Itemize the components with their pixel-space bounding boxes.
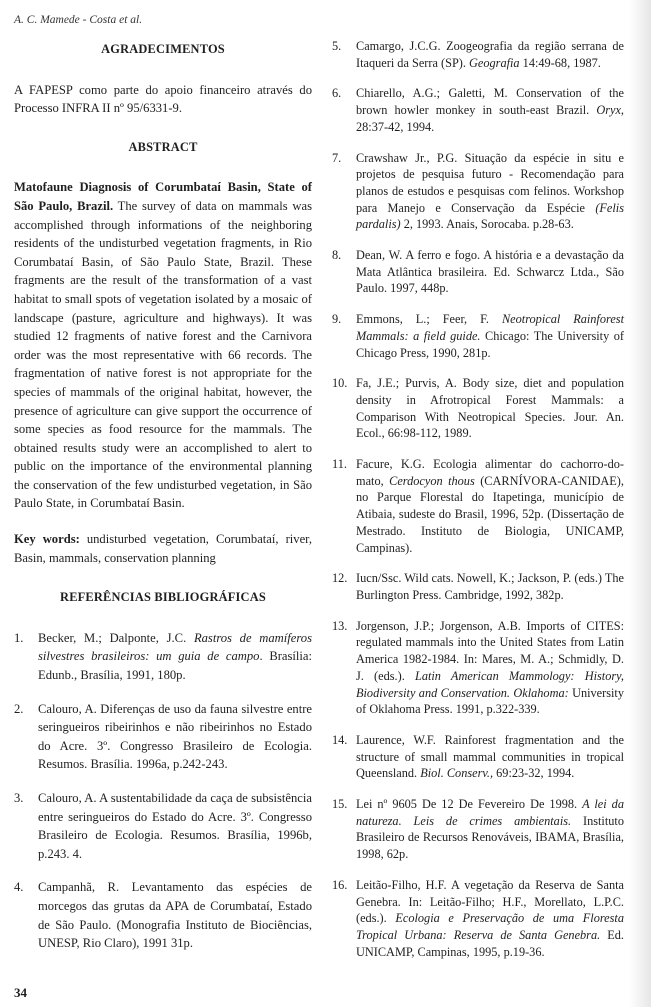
- acknowledgements-heading: AGRADECIMENTOS: [101, 42, 225, 56]
- reference-number: 7.: [332, 150, 342, 165]
- reference-italic: Latin American Mammology: History, Biodiversity and Conservation. Oklahoma:: [356, 668, 624, 700]
- abstract-title: Matofaune Diagnosis of Corumbataí Basin, State of São Paulo, Brazil.: [14, 180, 312, 213]
- reference-text: Iucn/Ssc. Wild cats. Nowell, K.; Jackson, P. (eds.) The Burlington Press. Cambridge, 1992, 382p.: [356, 571, 624, 602]
- reference-item: [332, 796, 624, 863]
- keywords-label: Key words:: [14, 532, 80, 547]
- reference-item: [332, 150, 624, 234]
- reference-italic: (Felis pardalis): [356, 200, 624, 232]
- reference-number: 15.: [332, 797, 348, 812]
- reference-number: 1.: [14, 630, 24, 645]
- reference-text: Emmons, L.; Feer, F.: [356, 312, 502, 327]
- reference-text: Jorgenson, J.P.; Jorgenson, A.B. Imports of CITES: regulated mammals into the United States from Latin America 1982-1984. In: Mares, M. A.; Schmidly, D. J. (eds.).: [356, 618, 624, 683]
- reference-text-end: 2, 1993. Anais, Sorocaba. p.28-63.: [400, 217, 574, 232]
- reference-item: [332, 375, 624, 442]
- reference-item: [332, 732, 624, 782]
- reference-number: 16.: [332, 877, 348, 892]
- reference-text-end: (CARNÍVORA-CANIDAE), no Parque Florestal do Itapetinga, município de Atibaia, sudeste do Brasil, 1996, 52p. (Dissertação de Mestrado. Instituto de Biologia, UNICAMP, Campinas).: [356, 473, 624, 555]
- abstract-paragraph: [14, 178, 312, 513]
- reference-number: 3.: [14, 791, 24, 805]
- reference-text: Chiarello, A.G.; Galetti, M. Conservation of the brown howler monkey in south-east Brazil.: [356, 86, 624, 118]
- reference-italic: Geografia: [469, 55, 520, 70]
- reference-text: Facure, K.G. Ecologia alimentar do cachorro-do-mato,: [356, 457, 624, 488]
- reference-text-end: Ed. UNICAMP, Campinas, 1995, p.19-36.: [356, 927, 624, 959]
- reference-item: [332, 877, 624, 961]
- reference-number: 13.: [332, 618, 348, 633]
- reference-number: 12.: [332, 571, 348, 586]
- running-head: A. C. Mamede - Costa et al.: [14, 14, 143, 26]
- left-column: [14, 40, 312, 968]
- reference-text: Laurence, W.F. Rainforest fragmentation and the structure of small mammal communities in tropical Queensland.: [356, 732, 624, 781]
- reference-text: Crawshaw Jr., P.G. Situação da espécie in situ e projetos de pesquisa futuro - Recomendação para planos de estudos e pesquisas com felinos. Workshop para Manejo e Conservação da Espécie: [356, 150, 624, 215]
- reference-number: 8.: [332, 248, 342, 263]
- abstract-body: The survey of data on mammals was accomplished through informations of the neighboring residents of the undisturbed vegetation fragments, in Rio Corumbataí Basin, of São Paulo State, Brazil. These fragments are the result of the transformation of a vast habitat to small spots of vegetation isolated by a mosaic of landscape (pasture, agriculture and highways). It was studied 12 fragments of native forest and the Carnivora order was the most representative with 66 records. The fragmentation of native forest is not appropriate for the species of mammals of the original habitat, however, the presence of agriculture can give support the occurrence of some species as food resource for the mammals. The obtained results study were an accomplished to alert to public on the importance of the environmental planning the conservation of the few undisturbed vegetation, in São Paulo State, in Corumbataí Basin.: [14, 198, 312, 511]
- reference-italic: A lei da natureza. Leis de crimes ambientais.: [356, 797, 624, 828]
- reference-number: 10.: [332, 376, 348, 391]
- reference-item: [14, 629, 312, 685]
- reference-text-end: Instituto Brasileiro de Recursos Renováveis, IBAMA, Brasília, 1998, 62p.: [356, 813, 624, 862]
- reference-text-end: 69:23-32, 1994.: [493, 766, 575, 781]
- reference-text: Camargo, J.C.G. Zoogeografia da região serrana de Itaqueri da Serra (SP).: [356, 39, 624, 70]
- reference-text-end: Chicago: The University of Chicago Press, 1990, 281p.: [356, 328, 624, 360]
- acknowledgements-body: A FAPESP como parte do apoio financeiro através do Processo INFRA II nº 95/6331-9.: [14, 82, 312, 116]
- reference-item: [332, 311, 624, 361]
- reference-italic: Biol. Conserv.,: [420, 766, 494, 781]
- reference-text: Leitão-Filho, H.F. A vegetação da Reserva de Santa Genebra. In: Leitão-Filho; H.F., Morellato, L.P.C. (eds.).: [356, 877, 624, 926]
- page-number: 34: [14, 985, 27, 1000]
- right-column: [332, 38, 624, 974]
- page-edge-shadow: [629, 0, 651, 1007]
- reference-number: 11.: [332, 457, 347, 472]
- reference-item: [332, 85, 624, 135]
- reference-italic: Oryx,: [596, 103, 624, 118]
- reference-list-left: [14, 629, 312, 953]
- reference-text-end: 14:49-68, 1987.: [519, 55, 601, 70]
- reference-number: 4.: [14, 880, 24, 895]
- reference-number: 5.: [332, 39, 342, 53]
- reference-item: [332, 247, 624, 297]
- reference-item: [332, 618, 624, 718]
- reference-number: 14.: [332, 732, 348, 747]
- reference-text: Calouro, A. A sustentabilidade da caça de subsistência entre seringueiros do Estado do Acre. 3º. Congresso Brasileiro de Ecologia. Resumos. Brasília, 1996b, p.243. 4.: [38, 791, 312, 861]
- reference-item: [332, 456, 624, 556]
- reference-text-end: University of Oklahoma Press. 1991, p.322-339.: [356, 685, 624, 717]
- reference-number: 2.: [14, 701, 24, 716]
- reference-italic: Cerdocyon thous: [389, 473, 475, 488]
- reference-text-end: 28:37-42, 1994.: [356, 119, 435, 134]
- keywords-text: undisturbed vegetation, Corumbataí, river, Basin, mammals, conservation planning: [14, 532, 312, 565]
- reference-text: Becker, M.; Dalponte, J.C.: [38, 630, 194, 645]
- reference-item: [14, 700, 312, 774]
- reference-italic: Neotropical Rainforest Mammals: a field guide.: [356, 312, 624, 343]
- reference-italic: Rastros de mamíferos silvestres brasileiros: um guia de campo: [38, 630, 312, 664]
- reference-item: [332, 38, 624, 71]
- abstract-heading: ABSTRACT: [128, 139, 198, 154]
- reference-text: Lei nº 9605 De 12 De Fevereiro De 1998.: [356, 797, 583, 812]
- keywords: [14, 530, 312, 567]
- reference-text: Calouro, A. Diferenças de uso da fauna silvestre entre seringueiros ribeirinhos e não ribeirinhos no Estado do Acre. 3º. Congresso Brasileiro de Ecologia. Resumos. Brasília. 1996a, p.242-243.: [38, 701, 312, 772]
- reference-number: 6.: [332, 86, 342, 101]
- reference-item: [14, 878, 312, 952]
- reference-text: Campanhã, R. Levantamento das espécies de morcegos das grutas da APA de Corumbataí, Estado de São Paulo. (Monografia Instituto de Biociências, UNESP, Rio Claro), 1991 31p.: [38, 880, 312, 951]
- reference-item: [14, 789, 312, 863]
- reference-number: 9.: [332, 312, 342, 327]
- references-heading: REFERÊNCIAS BIBLIOGRÁFICAS: [60, 590, 266, 605]
- reference-text: Dean, W. A ferro e fogo. A história e a devastação da Mata Atlântica brasileira. Ed. Schwarcz Ltda., São Paulo. 1997, 448p.: [356, 248, 624, 296]
- reference-italic: Ecologia e Preservação de uma Floresta Tropical Urbana: Reserva de Santa Genebra.: [356, 911, 624, 942]
- reference-text: Fa, J.E.; Purvis, A. Body size, diet and population density in Afrotropical Forest Mammals: a Comparison With Neotropical Species. Jour. An. Ecol., 66:98-112, 1989.: [356, 376, 624, 441]
- reference-item: [332, 570, 624, 603]
- reference-text-end: . Brasília: Edunb., Brasília, 1991, 180p.: [38, 649, 312, 683]
